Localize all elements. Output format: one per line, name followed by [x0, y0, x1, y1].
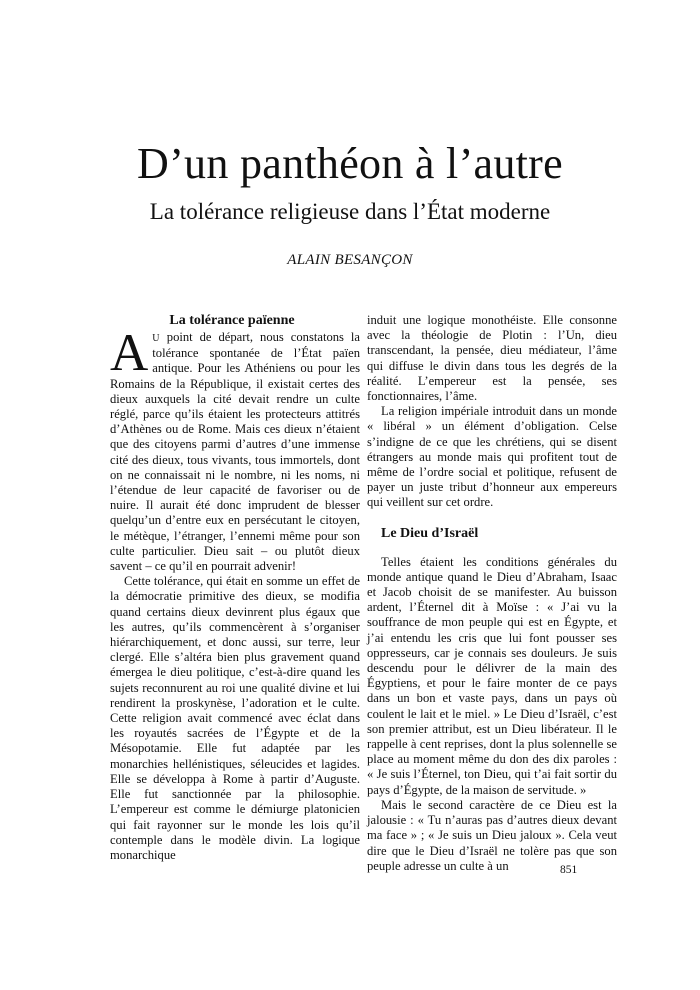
lead-small-caps: U — [152, 333, 160, 344]
paragraph: Mais le second caractère de ce Dieu est la jalousie : « Tu n’auras pas d’autres dieux devant ma face » ; « Je suis un Dieu jaloux ». Cela veut dire que le Dieu d’Israël ne tolère pas que son peuple adresse un culte à un — [367, 797, 617, 873]
article-subtitle: La tolérance religieuse dans l’État moderne — [149, 199, 551, 224]
paragraph: Telles étaient les conditions générales du monde antique quand le Dieu d’Abraham, Isaac et Jacob choisit de se manifester. Au buisson ardent, l’Éternel dit à Moïse : « J’ai vu la souffrance de mon peuple qui est en Égypte, et j’ai entendu les cris que lui font pousser ses oppresseurs, car je connais ses douleurs. Je suis descendu pour le délivrer de la main des Égyptiens, et pour le faire monter de ce pays dans un bon et vaste pays, dans un pays où coulent le lait et le miel. » Le Dieu d’Israël, c’est son premier attribut, est un Dieu libérateur. Il le rappelle à cent reprises, dont la plus solennelle se place au moment même du don des dix paroles : « Je suis l’Éternel, ton Dieu, qui t’ai fait sortir du pays d’Égypte, de la maison de servitude. » — [367, 554, 617, 797]
paragraph: induit une logique monothéiste. Elle consonne avec la théologie de Plotin : l’Un, dieu transcendant, la pensée, dieu médiateur, l’âme qui diffuse le divin dans tous les degrés de la réalité. L’empereur est la pensée, ses fonctionnaires, l’âme. — [367, 313, 617, 404]
article-author: ALAIN BESANÇON — [287, 252, 413, 268]
drop-cap: A — [110, 324, 149, 382]
paragraph: La religion impériale introduit dans un monde « libéral » un élément d’obligation. Celse s’indigne de ce que les chrétiens, qui se disent étrangers au monde mais qui profitent tout de même de l’ordre social et politique, refusent de payer un juste tribut d’honneur aux empereurs qui veillent sur cet ordre. — [367, 404, 617, 510]
paragraph — [110, 324, 360, 574]
right-column — [367, 313, 617, 874]
section-heading-pagan-tolerance: La tolérance païenne — [169, 313, 295, 328]
paragraph-text: point de départ, nous constatons la tolérance spontanée de l’État païen antique. Pour les Athéniens ou pour les Romains de la République, il existait certes des dieux auxquels la cité devait rendre un culte réglé, parce qu’ils étaient les protecteurs attitrés d’Athènes ou de Rome. Mais ces dieux n’étaient que des citoyens parmi d’autres d’une immense cité des dieux, tous vivants, tous immortels, dont on ne connaissait ni le nombre, ni les noms, ni l’étendue de leur capacité de favoriser ou de nuire. Il aurait été donc imprudent de blesser quelqu’un d’entre eux en persécutant le citoyen, le métèque, l’étranger, l’ennemi même pour son culte particulier. Dieu sait – ou plutôt dieux savent – ce qu’il en pourrait advenir! — [110, 330, 360, 574]
article-title: D’un panthéon à l’autre — [137, 139, 563, 188]
page-number: 851 — [560, 864, 578, 876]
paragraph: Cette tolérance, qui était en somme un effet de la démocratie primitive des dieux, se modifia quand certains dieux devinrent plus égaux que les autres, qu’ils commencèrent à s’organiser hiérarchiquement, et donc aussi, sur terre, leur clergé. Elle s’altéra bien plus gravement quand émergea le dieu politique, c’est-à-dire quand les sujets reconnurent au roi une qualité divine et lui rendirent la proskynèse, l’adoration et le culte. Cette religion avait commencé avec éclat dans les royautés sacrées de l’Égypte et de la Mésopotamie. Elle fut adaptée par les monarchies hellénistiques, séleucides et lagides. Elle se développa à Rome à partir d’Auguste. Elle fut sanctionnée par la philosophie. L’empereur est comme le démiurge platonicien qui fait rayonner sur le monde les lois qu’il contemple dans le modèle divin. La logique monarchique — [110, 574, 360, 862]
section-heading-god-of-israel: Le Dieu d’Israël — [381, 525, 479, 541]
left-column — [110, 312, 360, 863]
